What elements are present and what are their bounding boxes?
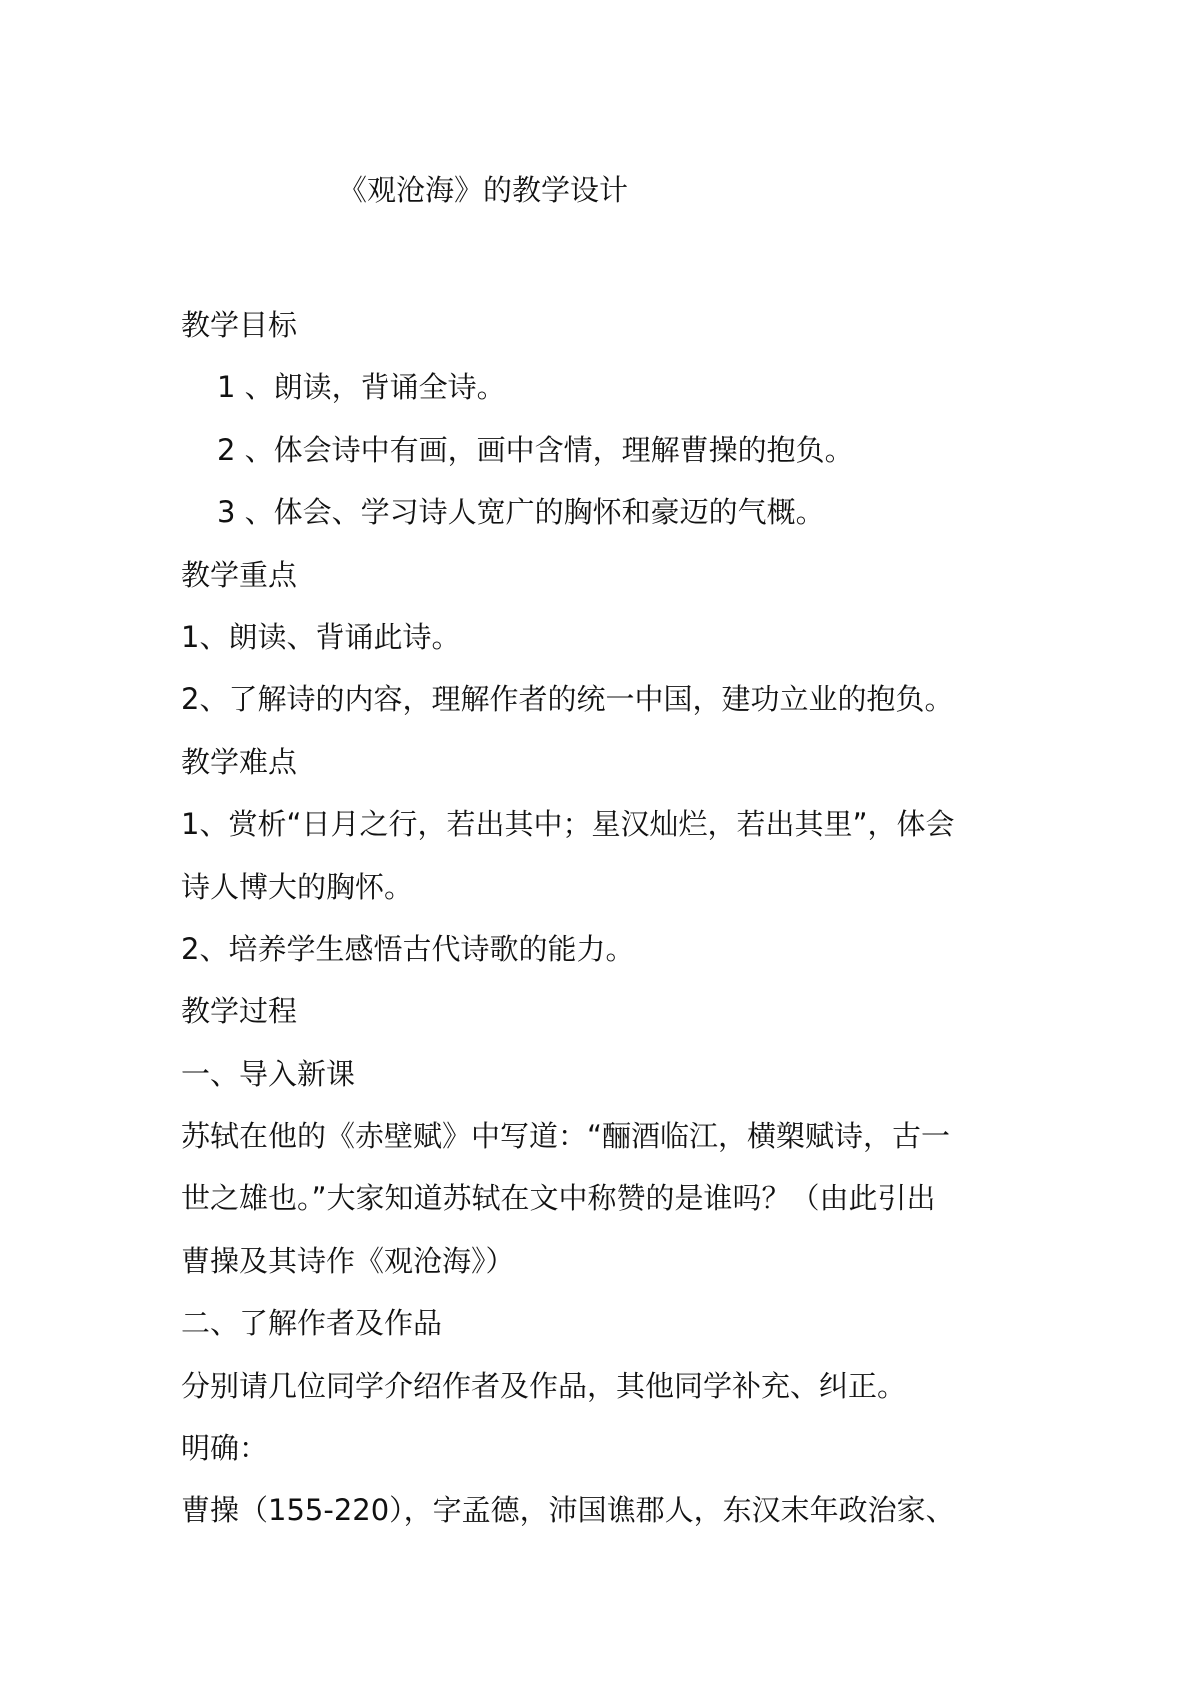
key-point-item-1: 1、朗读、背诵此诗。 [181, 619, 461, 654]
section-heading-key-points: 教学重点 [181, 557, 298, 592]
author-intro-line-1: 曹操（155-220），字孟德，沛国谯郡人，东汉末年政治家、 [181, 1493, 955, 1528]
section-heading-process: 教学过程 [181, 994, 298, 1029]
clarification-label: 明确： [181, 1431, 269, 1466]
section-heading-difficulties: 教学难点 [181, 744, 298, 779]
difficulty-item-2: 2、培养学生感悟古代诗歌的能力。 [181, 931, 635, 966]
key-point-item-2: 2、了解诗的内容，理解作者的统一中国，建功立业的抱负。 [181, 682, 954, 717]
process-step-1-text-line-1: 苏轼在他的《赤壁赋》中写道：“酾酒临江，横槊赋诗，古一 [181, 1119, 951, 1154]
process-step-2-text: 分别请几位同学介绍作者及作品，其他同学补充、纠正。 [181, 1368, 907, 1403]
process-step-2-heading: 二、了解作者及作品 [181, 1306, 443, 1341]
document-title: 《观沧海》的教学设计 [338, 173, 629, 207]
process-step-1-heading: 一、导入新课 [181, 1056, 356, 1091]
process-step-1-text-line-3: 曹操及其诗作《观沧海》） [181, 1243, 515, 1278]
difficulty-item-1-line-1: 1、赏析“日月之行，若出其中；星汉灿烂，若出其里”，体会 [181, 807, 955, 842]
objective-item-1: 1 、朗读，背诵全诗。 [217, 370, 506, 405]
document-body [181, 294, 1021, 1542]
section-heading-objectives: 教学目标 [181, 308, 298, 342]
objective-item-3: 3 、体会、学习诗人宽广的胸怀和豪迈的气概。 [217, 495, 825, 530]
process-step-1-text-line-2: 世之雄也。”大家知道苏轼在文中称赞的是谁吗？（由此引出 [181, 1181, 936, 1216]
objective-item-2: 2 、体会诗中有画，画中含情，理解曹操的抱负。 [217, 432, 854, 467]
difficulty-item-1-line-2: 诗人博大的胸怀。 [181, 869, 414, 904]
